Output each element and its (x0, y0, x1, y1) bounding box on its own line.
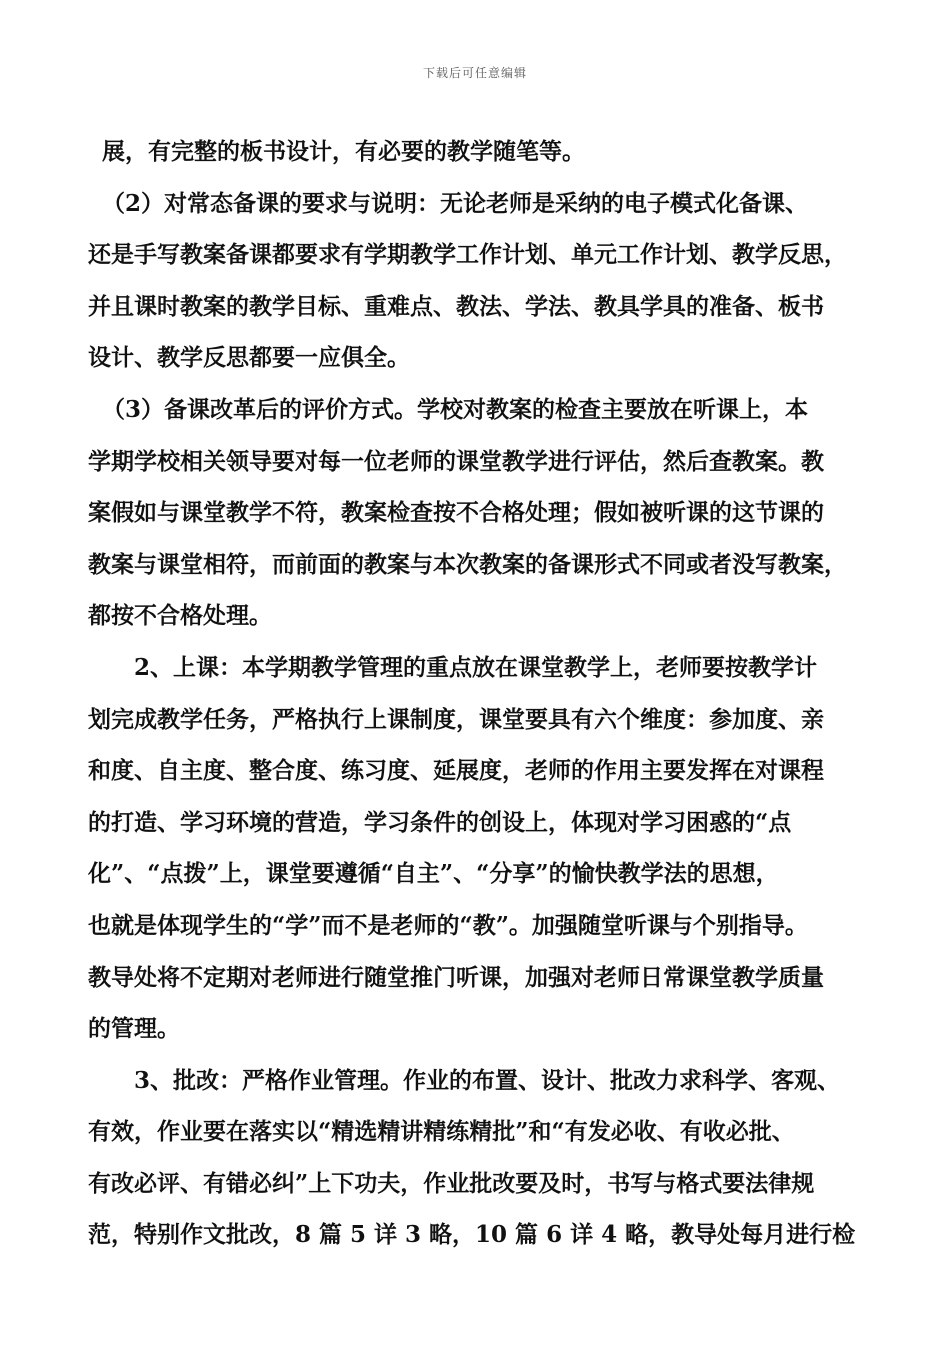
text-line: 有改必评、有错必纠”上下功夫，作业批改要及时，书写与格式要法律规 (88, 1169, 815, 1197)
text-line: 教案与课堂相符，而前面的教案与本次教案的备课形式不同或者没写教案， (88, 550, 847, 578)
text-line: 展，有完整的板书设计，有必要的教学随笔等。 (102, 138, 585, 165)
text-line: 范，特别作文批改，8 篇 5 详 3 略，10 篇 6 详 4 略，教导处每月进行检 (88, 1221, 856, 1249)
text-line: 的打造、学习环境的营造，学习条件的创设上，体现对学习困惑的“点 (88, 808, 792, 836)
page-header: 下载后可任意编辑 (422, 66, 527, 80)
document-body (88, 126, 878, 1261)
text-line: 也就是体现学生的“学”而不是老师的“教”。加强随堂听课与个别指导。 (88, 911, 808, 939)
text-line: 教导处将不定期对老师进行随堂推门听课，加强对老师日常课堂教学质量 (88, 963, 824, 991)
text-line: （3）备课改革后的评价方式。学校对教案的检查主要放在听课上，本 (102, 395, 809, 423)
section-heading-line: 3、批改：严格作业管理。作业的布置、设计、批改力求科学、客观、 (134, 1066, 841, 1094)
text-line: 案假如与课堂教学不符，教案检查按不合格处理；假如被听课的这节课的 (88, 499, 824, 527)
text-line: （2）对常态备课的要求与说明：无论老师是采纳的电子模式化备课、 (102, 189, 809, 217)
text-line: 划完成教学任务，严格执行上课制度，课堂要具有六个维度：参加度、亲 (88, 705, 824, 733)
text-line: 化”、“点拨”上，课堂要遵循“自主”、“分享”的愉快教学法的思想， (88, 860, 779, 888)
text-line: 设计、教学反思都要一应俱全。 (88, 344, 410, 372)
text-line: 并且课时教案的教学目标、重难点、教法、学法、教具学具的准备、板书 (88, 292, 824, 320)
text-line: 和度、自主度、整合度、练习度、延展度，老师的作用主要发挥在对课程 (88, 757, 824, 785)
text-line: 还是手写教案备课都要求有学期教学工作计划、单元工作计划、教学反思， (88, 241, 847, 269)
text-line: 有效，作业要在落实以“精选精讲精练精批”和“有发必收、有收必批、 (88, 1118, 795, 1146)
text-line: 都按不合格处理。 (88, 602, 272, 630)
section-heading-line: 2、上课：本学期教学管理的重点放在课堂教学上，老师要按教学计 (134, 653, 818, 681)
text-line: 的管理。 (88, 1015, 180, 1043)
text-line: 学期学校相关领导要对每一位老师的课堂教学进行评估，然后查教案。教 (88, 447, 824, 475)
